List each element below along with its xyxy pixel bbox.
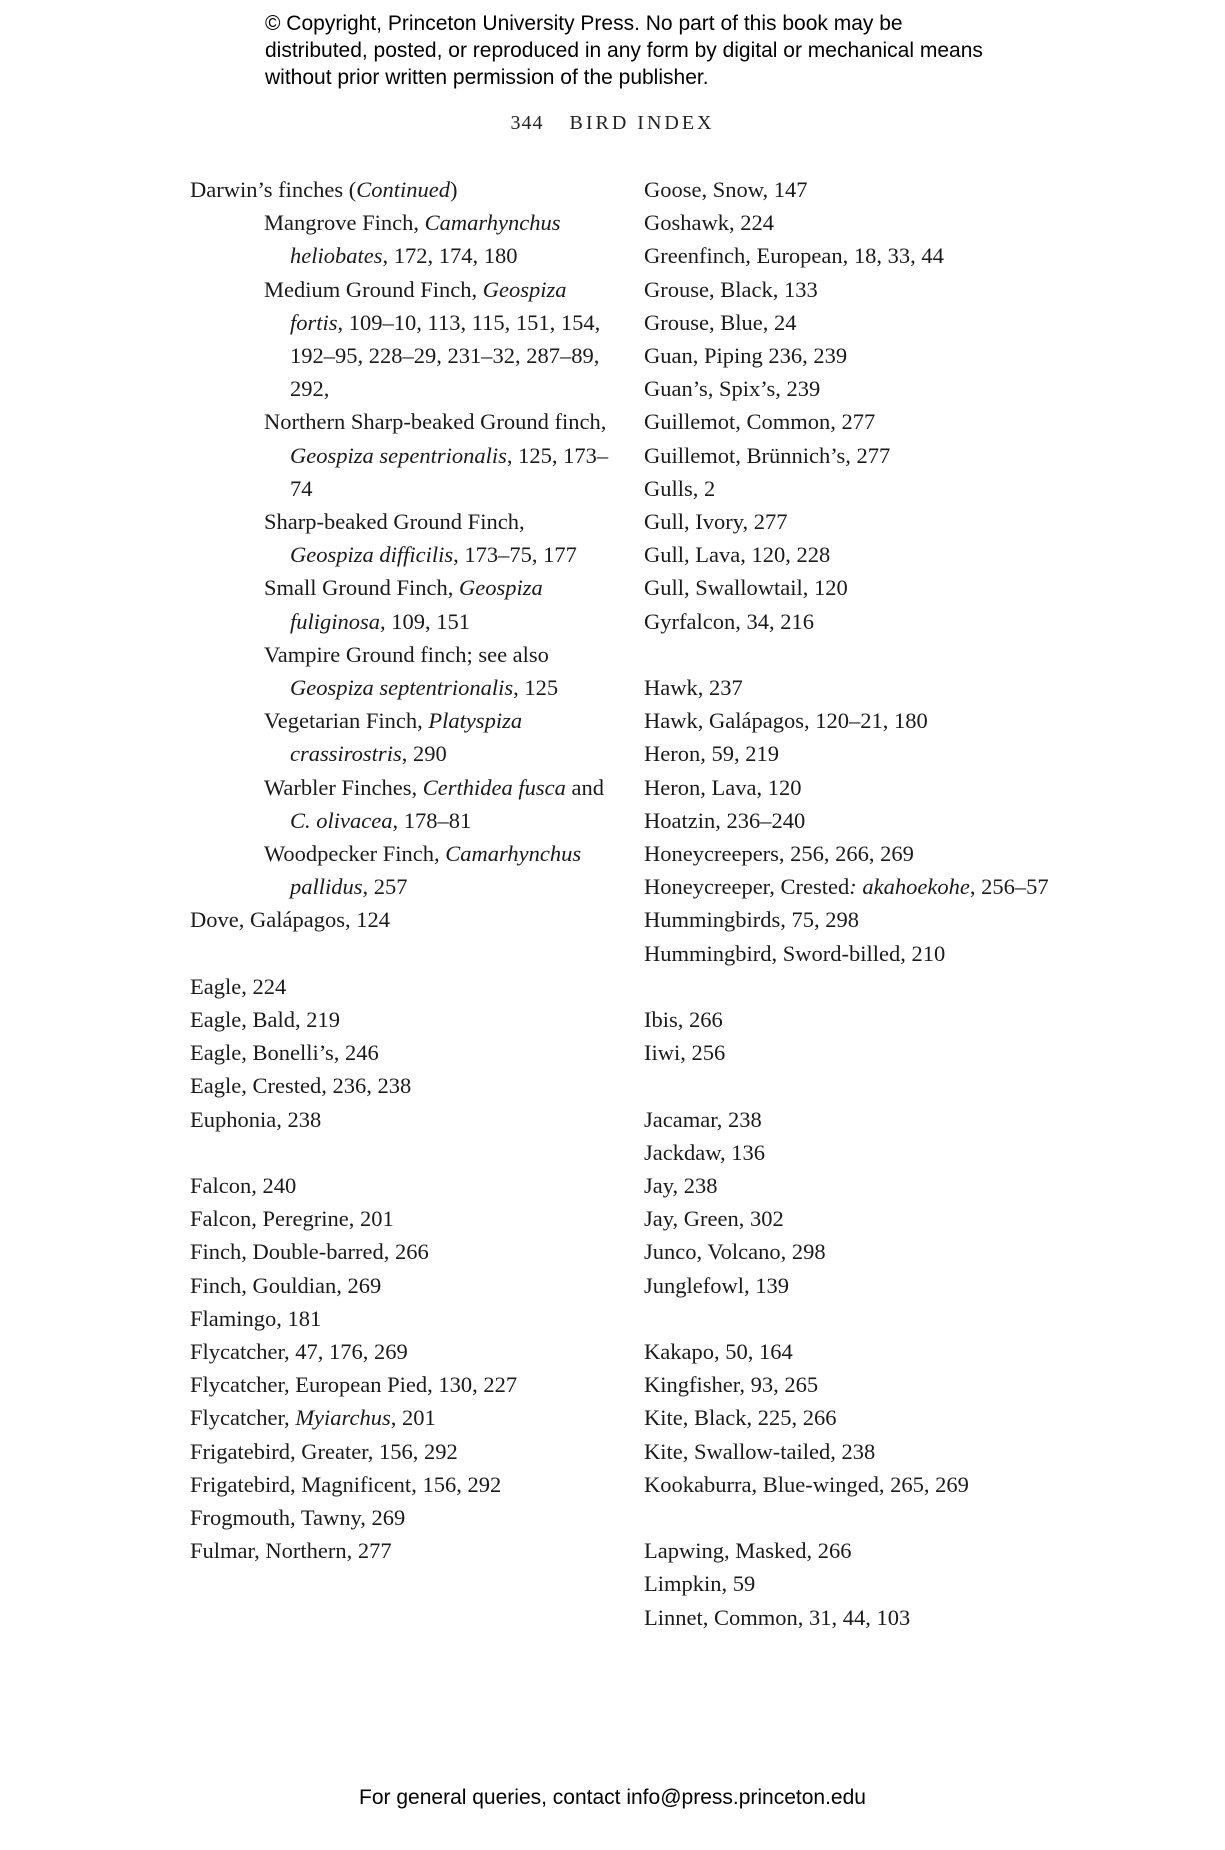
index-entry: Falcon, Peregrine, 201	[190, 1206, 394, 1232]
index-entry: Flycatcher, Myiarchus, 201	[190, 1405, 436, 1431]
index-column-right	[644, 173, 1204, 1634]
index-entry: Gull, Ivory, 277	[644, 509, 788, 535]
index-entry: Jackdaw, 136	[644, 1139, 766, 1165]
index-subentry: Small Ground Finch, Geospiza fuliginosa, 109, 151	[264, 575, 543, 634]
index-entry: Goshawk, 224	[644, 210, 774, 236]
index-entry: Limpkin, 59	[644, 1571, 756, 1597]
copyright-notice: © Copyright, Princeton University Press. No part of this book may be distributed, posted, or reproduced in any form by digital or mechanical means without prior written permission of the publisher.	[265, 12, 983, 89]
index-entry: Junco, Volcano, 298	[644, 1239, 826, 1265]
index-entry: Flycatcher, 47, 176, 269	[190, 1339, 408, 1365]
index-entry: Honeycreepers, 256, 266, 269	[644, 841, 914, 867]
index-entry: Gull, Swallowtail, 120	[644, 575, 848, 601]
index-entry: Gull, Lava, 120, 228	[644, 542, 831, 568]
index-subentry: Vegetarian Finch, Platyspiza crassirostris, 290	[264, 708, 523, 767]
index-entry: Hummingbirds, 75, 298	[644, 907, 860, 933]
index-entry: Dove, Galápagos, 124	[190, 907, 390, 933]
index-subentry: Woodpecker Finch, Camarhynchus pallidus, 257	[264, 841, 582, 900]
index-entry: Eagle, Bonelli’s, 246	[190, 1040, 379, 1066]
index-entry: Finch, Double-barred, 266	[190, 1239, 429, 1265]
index-entry: Jacamar, 238	[644, 1106, 762, 1132]
index-entry: Kite, Black, 225, 266	[644, 1405, 837, 1431]
index-entry: Flamingo, 181	[190, 1305, 322, 1331]
index-entry: Gulls, 2	[644, 475, 716, 501]
index-entry: Hummingbird, Sword-billed, 210	[644, 940, 946, 966]
running-head	[0, 112, 1225, 135]
index-entry: Finch, Gouldian, 269	[190, 1272, 382, 1298]
index-entry: Euphonia, 238	[190, 1106, 322, 1132]
index-entry: Hoatzin, 236–240	[644, 807, 806, 833]
index-entry: Eagle, Crested, 236, 238	[190, 1073, 412, 1099]
section-gap	[644, 1302, 1204, 1335]
index-entry: Eagle, 224	[190, 973, 287, 999]
index-entry: Frigatebird, Greater, 156, 292	[190, 1438, 458, 1464]
index-subentry: Warbler Finches, Certhidea fusca and C. olivacea, 178–81	[264, 774, 604, 833]
section-gap	[190, 937, 610, 970]
index-entry: Eagle, Bald, 219	[190, 1007, 340, 1033]
index-entry: Kite, Swallow-tailed, 238	[644, 1438, 876, 1464]
index-entry: Gyrfalcon, 34, 216	[644, 608, 814, 634]
index-entry: Falcon, 240	[190, 1173, 297, 1199]
index-entry: Goose, Snow, 147	[644, 177, 808, 202]
index-entry: Kingfisher, 93, 265	[644, 1372, 819, 1398]
index-entry: Jay, Green, 302	[644, 1206, 784, 1232]
index-entry: Kakapo, 50, 164	[644, 1339, 793, 1365]
index-entry: Guan’s, Spix’s, 239	[644, 376, 821, 402]
index-entry: Grouse, Blue, 24	[644, 309, 797, 335]
index-entry: Kookaburra, Blue-winged, 265, 269	[644, 1471, 969, 1497]
section-gap	[644, 638, 1204, 671]
index-entry: Grouse, Black, 133	[644, 276, 818, 302]
footer-contact: For general queries, contact info@press.princeton.edu	[359, 1786, 866, 1809]
page-title: BIRD INDEX	[569, 112, 715, 134]
index-entry: Lapwing, Masked, 266	[644, 1538, 852, 1564]
index-entry: Jay, 238	[644, 1173, 718, 1199]
index-subentry: Sharp-beaked Ground Finch, Geospiza difficilis, 173–75, 177	[264, 509, 577, 568]
index-entry: Frogmouth, Tawny, 269	[190, 1505, 406, 1531]
index-entry: Hawk, 237	[644, 675, 743, 701]
index-entry: Heron, 59, 219	[644, 741, 779, 767]
index-entry: Frigatebird, Magnificent, 156, 292	[190, 1471, 502, 1497]
index-entry: Guillemot, Brünnich’s, 277	[644, 442, 891, 468]
index-entry: Guan, Piping 236, 239	[644, 343, 848, 369]
index-subentry: Northern Sharp-beaked Ground finch, Geospiza sepentrionalis, 125, 173–74	[264, 409, 609, 501]
index-entry: Greenfinch, European, 18, 33, 44	[644, 243, 944, 269]
index-entry-group-head: Darwin’s finches (Continued)	[190, 177, 458, 202]
section-gap	[644, 1501, 1204, 1534]
index-entry: Junglefowl, 139	[644, 1272, 789, 1298]
section-gap	[190, 1136, 610, 1169]
index-column-left	[190, 173, 610, 1568]
index-entry: Guillemot, Common, 277	[644, 409, 876, 435]
index-entry: Heron, Lava, 120	[644, 774, 802, 800]
index-entry: Iiwi, 256	[644, 1040, 726, 1066]
index-entry: Linnet, Common, 31, 44, 103	[644, 1604, 911, 1630]
index-entry: Flycatcher, European Pied, 130, 227	[190, 1372, 518, 1398]
section-gap	[644, 970, 1204, 1003]
section-gap	[644, 1069, 1204, 1102]
page-number: 344	[510, 112, 544, 134]
index-subentry: Mangrove Finch, Camarhynchus heliobates, 172, 174, 180	[264, 210, 561, 269]
index-subentry: Vampire Ground finch; see also Geospiza septentrionalis, 125	[264, 641, 559, 701]
index-entry: Ibis, 266	[644, 1007, 723, 1033]
index-entry: Hawk, Galápagos, 120–21, 180	[644, 708, 928, 734]
index-subentry: Medium Ground Finch, Geospiza fortis, 109–10, 113, 115, 151, 154, 192–95, 228–29, 231–32, 287–89, 292,	[264, 276, 601, 402]
index-entry: Honeycreeper, Crested: akahoekohe, 256–57	[644, 874, 1049, 900]
index-entry: Fulmar, Northern, 277	[190, 1538, 392, 1564]
